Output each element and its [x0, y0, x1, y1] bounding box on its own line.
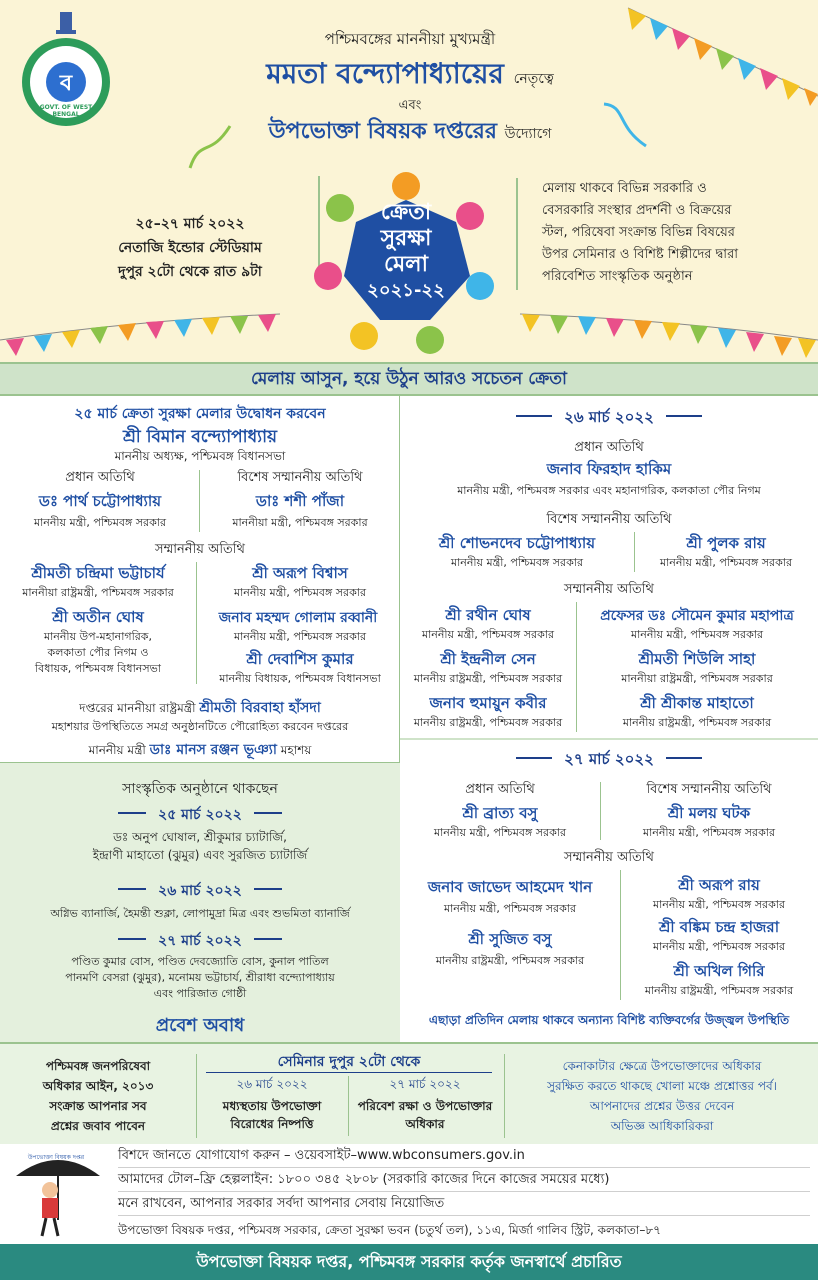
day26-main-label: প্রধান অতিথি: [574, 440, 644, 455]
contact-reminder-line: মনে রাখবেন, আপনার সরকার সর্বদা আপনার সেবায় নিয়োজিত: [118, 1192, 810, 1216]
day27-main-role: মাননীয় মন্ত্রী, পশ্চিমবঙ্গ সরকার: [433, 826, 567, 839]
culture-d2-line-right: [254, 888, 282, 890]
day27-honored-1-role: মাননীয় মন্ত্রী, পশ্চিমবঙ্গ সরকার: [443, 902, 577, 915]
mela-logo-text: [346, 200, 466, 304]
seminar-right-line3: আপনাদের প্রশ্নের উত্তর দেবেন: [589, 1099, 735, 1113]
day27-honored-4-role: মাননীয় রাষ্ট্রমন্ত্রী, পশ্চিমবঙ্গ সরকার: [435, 954, 585, 967]
day25-chief-name: শ্রী বিমান বন্দ্যোপাধ্যায়: [122, 427, 278, 447]
culture-d3-line-left: [118, 938, 146, 940]
day26-honored-4-name: শ্রীমতী শিউলি সাহা: [638, 650, 756, 668]
day25-honored-3-role1: মাননীয় উপ-মহানাগরিক,: [44, 630, 152, 643]
day26-main-role: মাননীয় মন্ত্রী, পশ্চিমবঙ্গ সরকার এবং মহানাগরিক, কলকাতা পৌর নিগম: [457, 484, 761, 497]
day25-honored-2-name: শ্রী অরূপ বিশ্বাস: [252, 564, 348, 582]
day27-line-right: [666, 757, 702, 759]
culture-d2-line-left: [118, 888, 146, 890]
day25-honored-3-role3: বিধায়ক, পশ্চিমবঙ্গ বিধানসভা: [35, 662, 161, 675]
day25-chief-role: মাননীয় অধ্যক্ষ, পশ্চিমবঙ্গ বিধানসভা: [114, 449, 286, 463]
seminar-d26-topic1: মধ্যস্থতায় উপভোক্তা: [222, 1099, 322, 1113]
day25-section: [0, 396, 400, 762]
day27-honored-2-name: শ্রী অরূপ রায়: [678, 876, 760, 894]
day26-honored-5-name: জনাব হুমায়ুন কবীর: [429, 694, 547, 712]
day27-honored-2-role: মাননীয় মন্ত্রী, পশ্চিমবঙ্গ সরকার: [652, 898, 786, 911]
seminar-left-line4: প্রশ্নের জবাব পাবেন: [50, 1119, 146, 1133]
dept-line: [200, 114, 620, 151]
svg-text:ব: ব: [59, 71, 73, 96]
footer-banner: উপভোক্তা বিষয়ক দপ্তর, পশ্চিমবঙ্গ সরকার কর্তৃক জনস্বার্থে প্রচারিত: [0, 1244, 818, 1280]
day25-special-guest-label: বিশেষ সম্মাননীয় অতিথি: [237, 470, 363, 485]
culture-d1-line1: ডঃ অনুপ ঘোষাল, শ্রীকুমার চ্যাটার্জি,: [113, 830, 287, 844]
right-info-line1: মেলায় থাকবে বিভিন্ন সরকারি ও: [542, 181, 707, 196]
seminar-left-text: [0, 1056, 196, 1136]
ribbon-left-icon: [180, 118, 240, 178]
day26-honored-1-role: মাননীয় মন্ত্রী, পশ্চিমবঙ্গ সরকার: [421, 628, 555, 641]
seminar-d27-topic1: পরিবেশ রক্ষা ও উপভোক্তার: [357, 1099, 493, 1113]
contact-helpline-line: আমাদের টোল–ফ্রি হেল্পলাইন: ১৮০০ ৩৪৫ ২৮০৮ (সরকারি কাজের দিনে কাজের সময়ের মধ্যে): [118, 1168, 810, 1192]
and-text: এবং: [398, 98, 422, 113]
day26-honored-1-name: শ্রী রথীন ঘোষ: [445, 606, 531, 624]
day27-date: ২৭ মার্চ ২০২২: [564, 750, 654, 768]
presence-line3-name: ডাঃ মানস রঞ্জন ভূঞ্যা: [149, 742, 277, 758]
right-info-line2: বেসরকারি সংস্থার প্রদর্শনী ও বিক্রয়ের: [542, 203, 732, 218]
day25-honored-1-name: শ্রীমতী চন্দ্রিমা ভট্টাচার্য: [31, 564, 165, 582]
seminar-right-text: [506, 1056, 818, 1136]
seminar-d27-topic2: অধিকার: [405, 1117, 445, 1131]
dept-name: উপভোক্তা বিষয়ক দপ্তরের: [268, 119, 497, 144]
day26-honored-6-role: মাননীয় রাষ্ট্রমন্ত্রী, পশ্চিমবঙ্গ সরকার: [622, 716, 772, 729]
day26-honored-5-role: মাননীয় রাষ্ট্রমন্ত্রী, পশ্চিমবঙ্গ সরকার: [413, 716, 563, 729]
logo-line4: ২০২১-২২: [367, 280, 445, 301]
day27-honored-label: সম্মাননীয় অতিথি: [564, 850, 654, 865]
day-divider: [400, 738, 818, 740]
mascot-label: উপভোক্তা বিষয়ক দপ্তর: [27, 1154, 85, 1161]
culture-d3-date: ২৭ মার্চ ২০২২: [158, 933, 242, 949]
culture-title: সাংস্কৃতিক অনুষ্ঠানে থাকছেন: [122, 781, 278, 797]
day26-line-left: [516, 415, 552, 417]
header-line1: পশ্চিমবঙ্গের মাননীয়া মুখ্যমন্ত্রী: [324, 30, 496, 48]
day27-main-label: প্রধান অতিথি: [465, 782, 535, 797]
day25-honored-4-role: মাননীয় মন্ত্রী, পশ্চিমবঙ্গ সরকার: [233, 630, 367, 643]
day25-honored-5-name: শ্রী দেবাশিস কুমার: [246, 650, 354, 668]
day26-honored-label: সম্মাননীয় অতিথি: [564, 582, 654, 597]
contact-website-line: বিশদে জানতে যোগাযোগ করুন – ওয়েবসাইট–www.wbconsumers.gov.in: [118, 1144, 810, 1168]
day26-honored-6-name: শ্রী শ্রীকান্ত মাহাতো: [640, 694, 754, 712]
day27-honored-3-role: মাননীয় মন্ত্রী, পশ্চিমবঙ্গ সরকার: [652, 940, 786, 953]
seminar-title-underline: [206, 1072, 492, 1073]
day26-honored-3-role: মাননীয় রাষ্ট্রমন্ত্রী, পশ্চিমবঙ্গ সরকার: [413, 672, 563, 685]
day25-honored-2-role: মাননীয় মন্ত্রী, পশ্চিমবঙ্গ সরকার: [233, 586, 367, 599]
culture-d1-line2: ইন্দ্রাণী মাহাতো (ঝুমুর) এবং সুরজিত চ্যাটার্জি: [92, 848, 308, 862]
culture-d2-date: ২৬ মার্চ ২০২২: [158, 883, 242, 899]
day27-special-label: বিশেষ সম্মাননীয় অতিথি: [646, 782, 772, 797]
seminar-right-line1: কেনাকাটার ক্ষেত্রে উপভোক্তাদের অধিকার: [562, 1059, 762, 1073]
culture-d1-date: ২৫ মার্চ ২০২২: [158, 807, 242, 823]
day25-presence-line3: [0, 738, 400, 762]
slogan-banner: মেলায় আসুন, হয়ে উঠুন আরও সচেতন ক্রেতা: [0, 362, 818, 396]
presence-name: শ্রীমতী বিরবাহা হাঁসদা: [199, 700, 321, 716]
presence-prefix: দপ্তরের মাননীয়া রাষ্ট্রমন্ত্রী: [79, 701, 196, 715]
bunting-top-right-icon: [620, 0, 818, 110]
day25-honored-3-name: শ্রী অতীন ঘোষ: [52, 608, 144, 626]
day27-line-left: [516, 757, 552, 759]
day26-special-2-role: মাননীয় মন্ত্রী, পশ্চিমবঙ্গ সরকার: [659, 556, 793, 569]
cm-suffix: নেতৃত্বে: [513, 71, 554, 87]
presence-line3-prefix: মাননীয় মন্ত্রী: [88, 743, 146, 757]
day25-presence-line2: মহাশয়ার উপস্থিতিতে সমগ্র অনুষ্ঠানটিতে পৌরোহিত্য করবেন দপ্তরের: [51, 720, 349, 733]
seminar-right-line4: অভিজ্ঞ আধিকারিকরা: [610, 1119, 714, 1133]
right-column: [400, 396, 818, 1042]
day25-presence-line1: [0, 696, 400, 720]
seminar-left-line2: অধিকার আইন, ২০১৩: [42, 1079, 154, 1093]
day27-honored-4-name: শ্রী সুজিত বসু: [468, 930, 552, 948]
day27-honored-5-name: শ্রী অখিল গিরি: [673, 962, 765, 980]
seminar-d26-date: ২৬ মার্চ ২০২২: [236, 1077, 308, 1091]
date-venue-block: [20, 176, 320, 286]
day25-honored-3-role2: কলকাতা পৌর নিগম ও: [47, 646, 149, 659]
culture-d3-line3: এবং পারিজাত গোষ্ঠী: [153, 987, 247, 1000]
day27-honored-3-name: শ্রী বঙ্কিম চন্দ্র হাজরা: [658, 918, 780, 936]
cm-name-line: [200, 52, 620, 99]
day26-date: ২৬ মার্চ ২০২২: [564, 408, 654, 426]
event-time: দুপুর ২টো থেকে রাত ৯টা: [118, 264, 262, 280]
day27-honored-1-name: জনাব জাভেদ আহমেদ খান: [427, 878, 593, 896]
logo-line1: ক্রেতা: [380, 200, 432, 225]
seminar-title: সেমিনার দুপুর ২টো থেকে: [277, 1054, 421, 1070]
seminar-right-line2: সুরক্ষিত করতে থাকছে খোলা মঞ্চে প্রশ্নোত্তর পর্ব।: [547, 1079, 777, 1093]
day26-line-right: [666, 415, 702, 417]
day26-honored-2-role: মাননীয় মন্ত্রী, পশ্চিমবঙ্গ সরকার: [630, 628, 764, 641]
free-entry: প্রবেশ অবাধ: [155, 1015, 245, 1036]
day25-special-guest-name: ডাঃ শশী পাঁজা: [255, 492, 345, 510]
day26-honored-3-name: শ্রী ইন্দ্রনীল সেন: [440, 650, 536, 668]
day26-special-label: বিশেষ সম্মাননীয় অতিথি: [546, 512, 672, 527]
bunting-bottom-icon: [0, 310, 818, 362]
event-venue: নেতাজি ইন্ডোর স্টেডিয়াম: [118, 240, 262, 256]
day27-main-name: শ্রী ব্রাত্য বসু: [462, 804, 538, 822]
culture-d3-line2: পানমণি বেসরা (ঝুমুর), মনোময় ভট্টাচার্য, শ্রীরাধা বন্দ্যোপাধ্যায়: [65, 971, 335, 984]
culture-d2-line1: অগ্নিভ ব্যানার্জি, হৈমন্তী শুক্লা, লোপামুদ্রা মিত্র এবং শুভমিতা ব্যানার্জি: [50, 907, 350, 920]
day27-footer-note: এছাড়া প্রতিদিন মেলায় থাকবে অন্যান্য বিশিষ্ট ব্যক্তিবর্গের উজ্জ্বল উপস্থিতি: [428, 1013, 790, 1027]
right-info-line3: স্টল, পরিষেবা সংক্রান্ত বিভিন্ন বিষয়ের: [542, 225, 735, 240]
day27-honored-5-role: মাননীয় রাষ্ট্রমন্ত্রী, পশ্চিমবঙ্গ সরকার: [644, 984, 794, 997]
contact-address-line: উপভোক্তা বিষয়ক দপ্তর, পশ্চিমবঙ্গ সরকার, ক্রেতা সুরক্ষা ভবন (চতুর্থ তল), ১১এ, মির্জা গালিব স্ট্রিট, কলকাতা–৮৭: [118, 1223, 661, 1237]
culture-d3-line1: পণ্ডিত কুমার বোস, পণ্ডিত দেবজ্যোতি বোস, কুনাল পাতিল: [71, 955, 329, 968]
day26-special-1-name: শ্রী শোভনদেব চট্টোপাধ্যায়: [438, 534, 596, 552]
right-info-line5: পরিবেশিত সাংস্কৃতিক অনুষ্ঠান: [542, 269, 693, 284]
poster-header: [0, 0, 818, 362]
day25-honored-1-role: মাননীয়া রাষ্ট্রমন্ত্রী, পশ্চিমবঙ্গ সরকার: [22, 586, 174, 599]
right-info-line4: উপর সেমিনার ও বিশিষ্ট শিল্পীদের দ্বারা: [542, 247, 739, 262]
day25-title: ২৫ মার্চ ক্রেতা সুরক্ষা মেলার উদ্বোধন করবেন: [74, 406, 326, 422]
day26-special-2-name: শ্রী পুলক রায়: [686, 534, 766, 552]
day26-special-1-role: মাননীয় মন্ত্রী, পশ্চিমবঙ্গ সরকার: [450, 556, 584, 569]
seminar-d27-date: ২৭ মার্চ ২০২২: [389, 1077, 461, 1091]
day26-honored-4-role: মাননীয়া রাষ্ট্রমন্ত্রী, পশ্চিমবঙ্গ সরকার: [621, 672, 773, 685]
seminar-section: [0, 1042, 818, 1144]
culture-section: [0, 762, 400, 1042]
day25-main-guest-role: মাননীয় মন্ত্রী, পশ্চিমবঙ্গ সরকার: [33, 516, 167, 529]
header-right-info: [516, 178, 806, 290]
day25-special-guest-role: মাননীয়া মন্ত্রী, পশ্চিমবঙ্গ সরকার: [232, 516, 368, 529]
ribbon-right-icon: [596, 96, 656, 156]
day26-main-name: জনাব ফিরহাদ হাকিম: [546, 460, 672, 478]
emblem-caption: GOVT. OF WEST BENGAL: [39, 104, 93, 118]
culture-d1-line-right: [254, 812, 282, 814]
logo-line2: সুরক্ষা: [380, 226, 432, 251]
logo-line3: মেলা: [384, 252, 428, 277]
day25-main-guest-name: ডঃ পার্থ চট্টোপাধ্যায়: [38, 492, 162, 510]
culture-d1-line-left: [118, 812, 146, 814]
day25-honored-5-role: মাননীয় বিধায়ক, পশ্চিমবঙ্গ বিধানসভা: [219, 672, 381, 685]
seminar-d26-topic2: বিরোধের নিষ্পত্তি: [230, 1117, 314, 1131]
seminar-divider-right: [504, 1054, 505, 1138]
day25-honored-4-name: জনাব মহম্মদ গোলাম রব্বানী: [218, 610, 378, 626]
day27-special-name: শ্রী মলয় ঘটক: [667, 804, 751, 822]
culture-d3-line-right: [254, 938, 282, 940]
cm-name: মমতা বন্দ্যোপাধ্যায়ের: [266, 57, 504, 90]
presence-line3-suffix: মহাশয়: [280, 743, 312, 757]
dept-suffix: উদ্যোগে: [504, 126, 552, 142]
day26-honored-2-name: প্রফেসর ডঃ সৌমেন কুমার মহাপাত্র: [600, 608, 794, 624]
day25-main-guest-label: প্রধান অতিথি: [65, 470, 135, 485]
contact-section: [0, 1144, 818, 1244]
day25-honored-label: সম্মাননীয় অতিথি: [155, 542, 245, 557]
seminar-left-line3: সংক্রান্ত আপনার সব: [49, 1099, 147, 1113]
event-date: ২৫–২৭ মার্চ ২০২২: [135, 216, 245, 232]
day27-special-role: মাননীয় মন্ত্রী, পশ্চিমবঙ্গ সরকার: [642, 826, 776, 839]
seminar-left-line1: পশ্চিমবঙ্গ জনপরিষেবা: [45, 1059, 151, 1073]
mascot-umbrella-icon: [10, 1150, 106, 1242]
